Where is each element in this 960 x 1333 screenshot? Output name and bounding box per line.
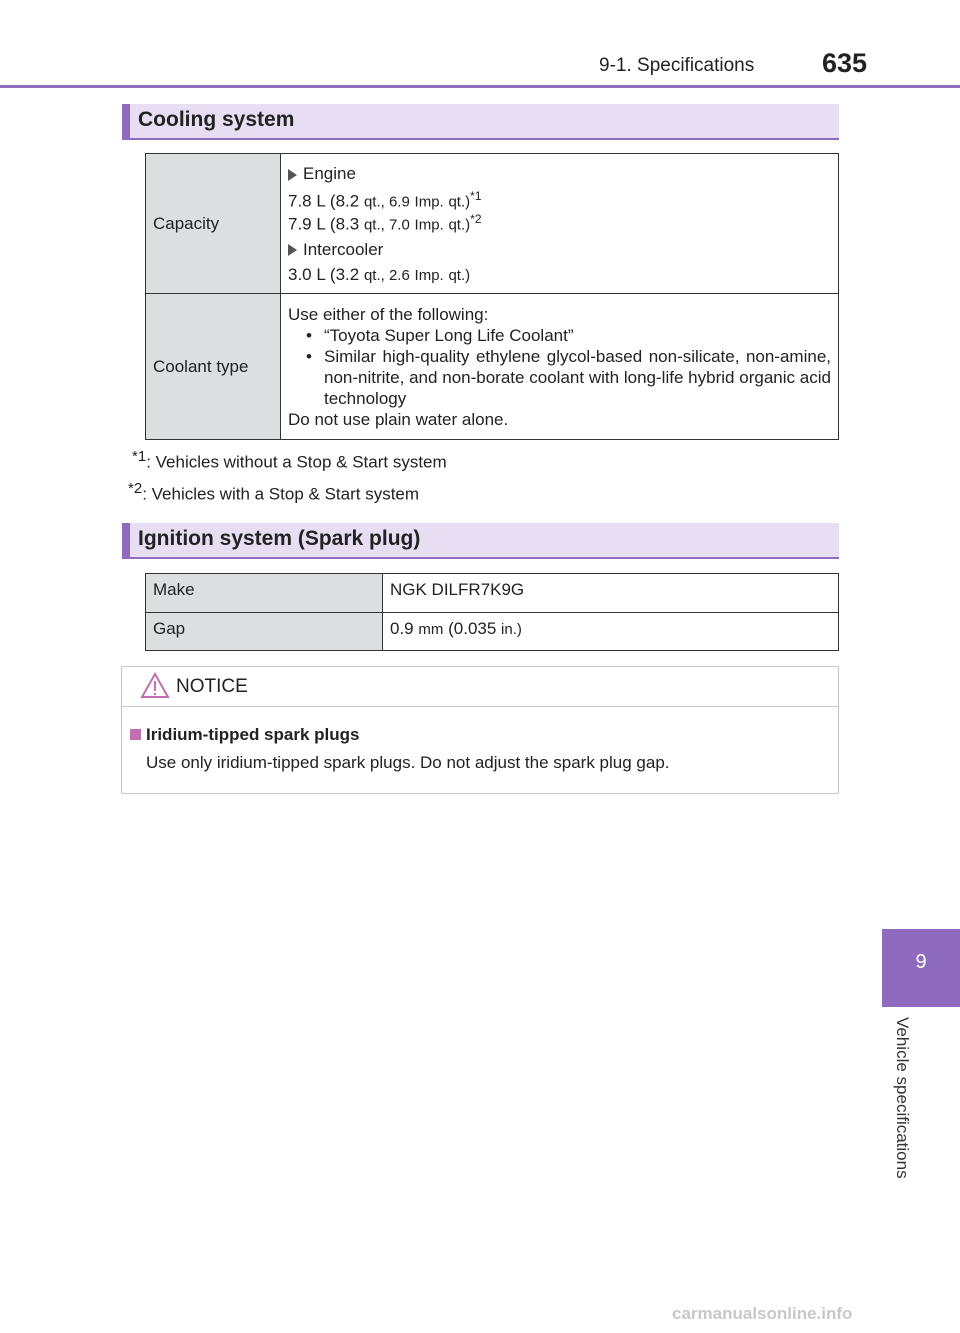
coolant-intro: Use either of the following: xyxy=(288,304,489,324)
section-title: 9-1. Specifications xyxy=(599,55,755,76)
footnote-ref: *1 xyxy=(470,189,482,204)
table-row xyxy=(146,574,839,613)
cooling-system-heading xyxy=(122,104,839,140)
coolant-bullet: • Similar high-quality ethylene glycol-based non-silicate, non-amine, non-nitrite, and non-borate coolant with long-life hybrid organic acid technology xyxy=(306,346,831,408)
chapter-label: Vehicle specifications xyxy=(893,1017,912,1179)
table-row xyxy=(146,613,839,651)
table-row xyxy=(146,294,839,440)
heading-accent-bar xyxy=(122,523,130,557)
engine-capacity-2: 7.9 L (8.3 qt., 7.0 Imp. qt.)$^{*2}$ xyxy=(288,212,482,234)
cooling-system-title: Cooling system xyxy=(138,108,295,131)
notice-label: NOTICE xyxy=(176,676,248,697)
make-label: Make xyxy=(146,574,383,613)
watermark: carmanualsonline.info xyxy=(672,1304,853,1323)
coolant-type-label: Coolant type xyxy=(146,294,281,440)
coolant-bullet: • “Toyota Super Long Life Coolant” xyxy=(306,325,574,345)
ignition-table xyxy=(145,573,839,651)
intercooler-label: Intercooler xyxy=(303,239,384,259)
table-row xyxy=(146,154,839,294)
ignition-system-heading xyxy=(122,523,839,559)
arrow-icon xyxy=(288,169,297,181)
capacity-label: Capacity xyxy=(146,154,281,294)
chapter-number: 9 xyxy=(915,951,927,973)
warning-icon xyxy=(140,672,170,699)
footnote-ref: *2 xyxy=(470,212,482,226)
ignition-system-title: Ignition system (Spark plug) xyxy=(138,527,421,550)
arrow-icon xyxy=(288,244,297,256)
capacity-value xyxy=(281,154,839,294)
page-number: 635 xyxy=(822,48,868,78)
coolant-type-value xyxy=(281,294,839,440)
intercooler-capacity: 3.0 L (3.2 qt., 2.6 Imp. qt.) xyxy=(288,264,471,284)
notice-item-title: Iridium-tipped spark plugs xyxy=(130,725,359,745)
header-divider xyxy=(0,85,960,88)
make-value: NGK DILFR7K9G xyxy=(383,574,839,613)
chapter-tab[interactable] xyxy=(882,929,960,1007)
engine-label: Engine xyxy=(303,164,356,184)
square-bullet-icon xyxy=(130,729,141,740)
coolant-outro: Do not use plain water alone. xyxy=(288,409,509,429)
notice-box xyxy=(121,666,839,794)
notice-item-text: Use only iridium-tipped spark plugs. Do not adjust the spark plug gap. xyxy=(146,753,670,772)
notice-header xyxy=(122,667,838,707)
heading-accent-bar xyxy=(122,104,130,138)
footnote-2: $^{*2}$: Vehicles with a Stop & Start system xyxy=(128,480,420,504)
cooling-table xyxy=(145,153,839,440)
engine-capacity-1: 7.8 L (8.2 qt., 6.9 Imp. qt.)$^{*1}$ xyxy=(288,189,482,211)
gap-value: 0.9 mm (0.035 in.) xyxy=(383,613,839,651)
gap-label: Gap xyxy=(146,613,383,651)
footnote-1: $^{*1}$: Vehicles without a Stop & Start system xyxy=(132,448,447,472)
